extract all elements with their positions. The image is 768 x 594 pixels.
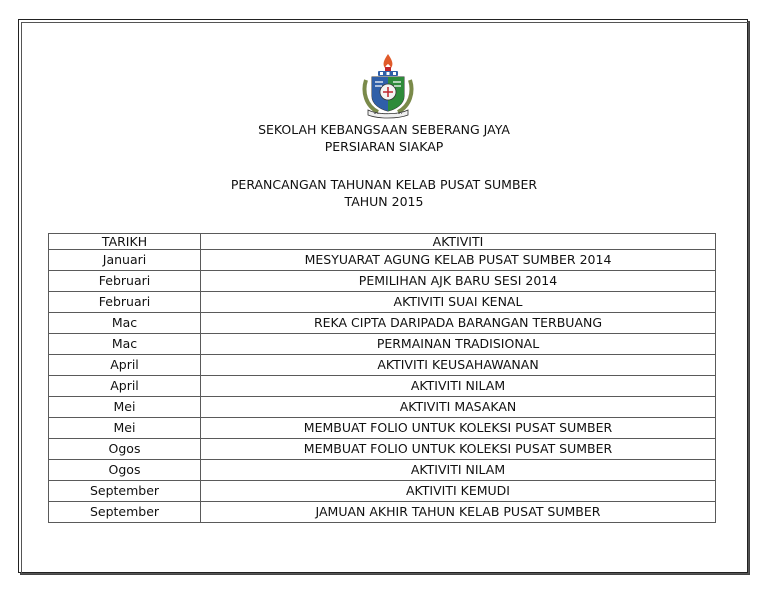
date-cell: April: [49, 376, 201, 397]
date-cell: September: [49, 502, 201, 523]
date-cell: Ogos: [49, 439, 201, 460]
table-row: [49, 292, 716, 313]
table-row: [49, 271, 716, 292]
date-cell: April: [49, 355, 201, 376]
activity-cell: AKTIVITI SUAI KENAL: [201, 292, 716, 313]
table-row: [49, 439, 716, 460]
activity-cell: PEMILIHAN AJK BARU SESI 2014: [201, 271, 716, 292]
activity-schedule-table: [48, 233, 716, 523]
activity-cell: PERMAINAN TRADISIONAL: [201, 334, 716, 355]
activity-cell: JAMUAN AKHIR TAHUN KELAB PUSAT SUMBER: [201, 502, 716, 523]
table-row: [49, 334, 716, 355]
activity-cell: MEMBUAT FOLIO UNTUK KOLEKSI PUSAT SUMBER: [201, 418, 716, 439]
column-header-date: TARIKH: [49, 234, 201, 250]
table-row: [49, 460, 716, 481]
state-crest-icon: [358, 52, 418, 120]
table-row: [49, 250, 716, 271]
table-row: [49, 376, 716, 397]
table-row: [49, 355, 716, 376]
activity-cell: MEMBUAT FOLIO UNTUK KOLEKSI PUSAT SUMBER: [201, 439, 716, 460]
table-row: [49, 397, 716, 418]
date-cell: Mei: [49, 418, 201, 439]
plan-title: PERANCANGAN TAHUNAN KELAB PUSAT SUMBER: [230, 177, 538, 192]
activity-cell: AKTIVITI NILAM: [201, 376, 716, 397]
date-cell: September: [49, 481, 201, 502]
activity-cell: AKTIVITI KEMUDI: [201, 481, 716, 502]
date-cell: Mac: [49, 334, 201, 355]
activity-cell: AKTIVITI KEUSAHAWANAN: [201, 355, 716, 376]
activity-cell: AKTIVITI MASAKAN: [201, 397, 716, 418]
date-cell: Mei: [49, 397, 201, 418]
date-cell: Mac: [49, 313, 201, 334]
activity-cell: REKA CIPTA DARIPADA BARANGAN TERBUANG: [201, 313, 716, 334]
table-row: [49, 481, 716, 502]
activity-cell: MESYUARAT AGUNG KELAB PUSAT SUMBER 2014: [201, 250, 716, 271]
activity-cell: AKTIVITI NILAM: [201, 460, 716, 481]
column-header-activity: AKTIVITI: [201, 234, 716, 250]
school-name: SEKOLAH KEBANGSAAN SEBERANG JAYA: [258, 122, 510, 137]
table-row: [49, 502, 716, 523]
date-cell: Ogos: [49, 460, 201, 481]
date-cell: Februari: [49, 292, 201, 313]
table-row: [49, 313, 716, 334]
plan-year: TAHUN 2015: [344, 194, 424, 209]
date-cell: Februari: [49, 271, 201, 292]
date-cell: Januari: [49, 250, 201, 271]
table-row: [49, 418, 716, 439]
table-header-row: [49, 234, 716, 250]
school-address: PERSIARAN SIAKAP: [324, 139, 444, 154]
